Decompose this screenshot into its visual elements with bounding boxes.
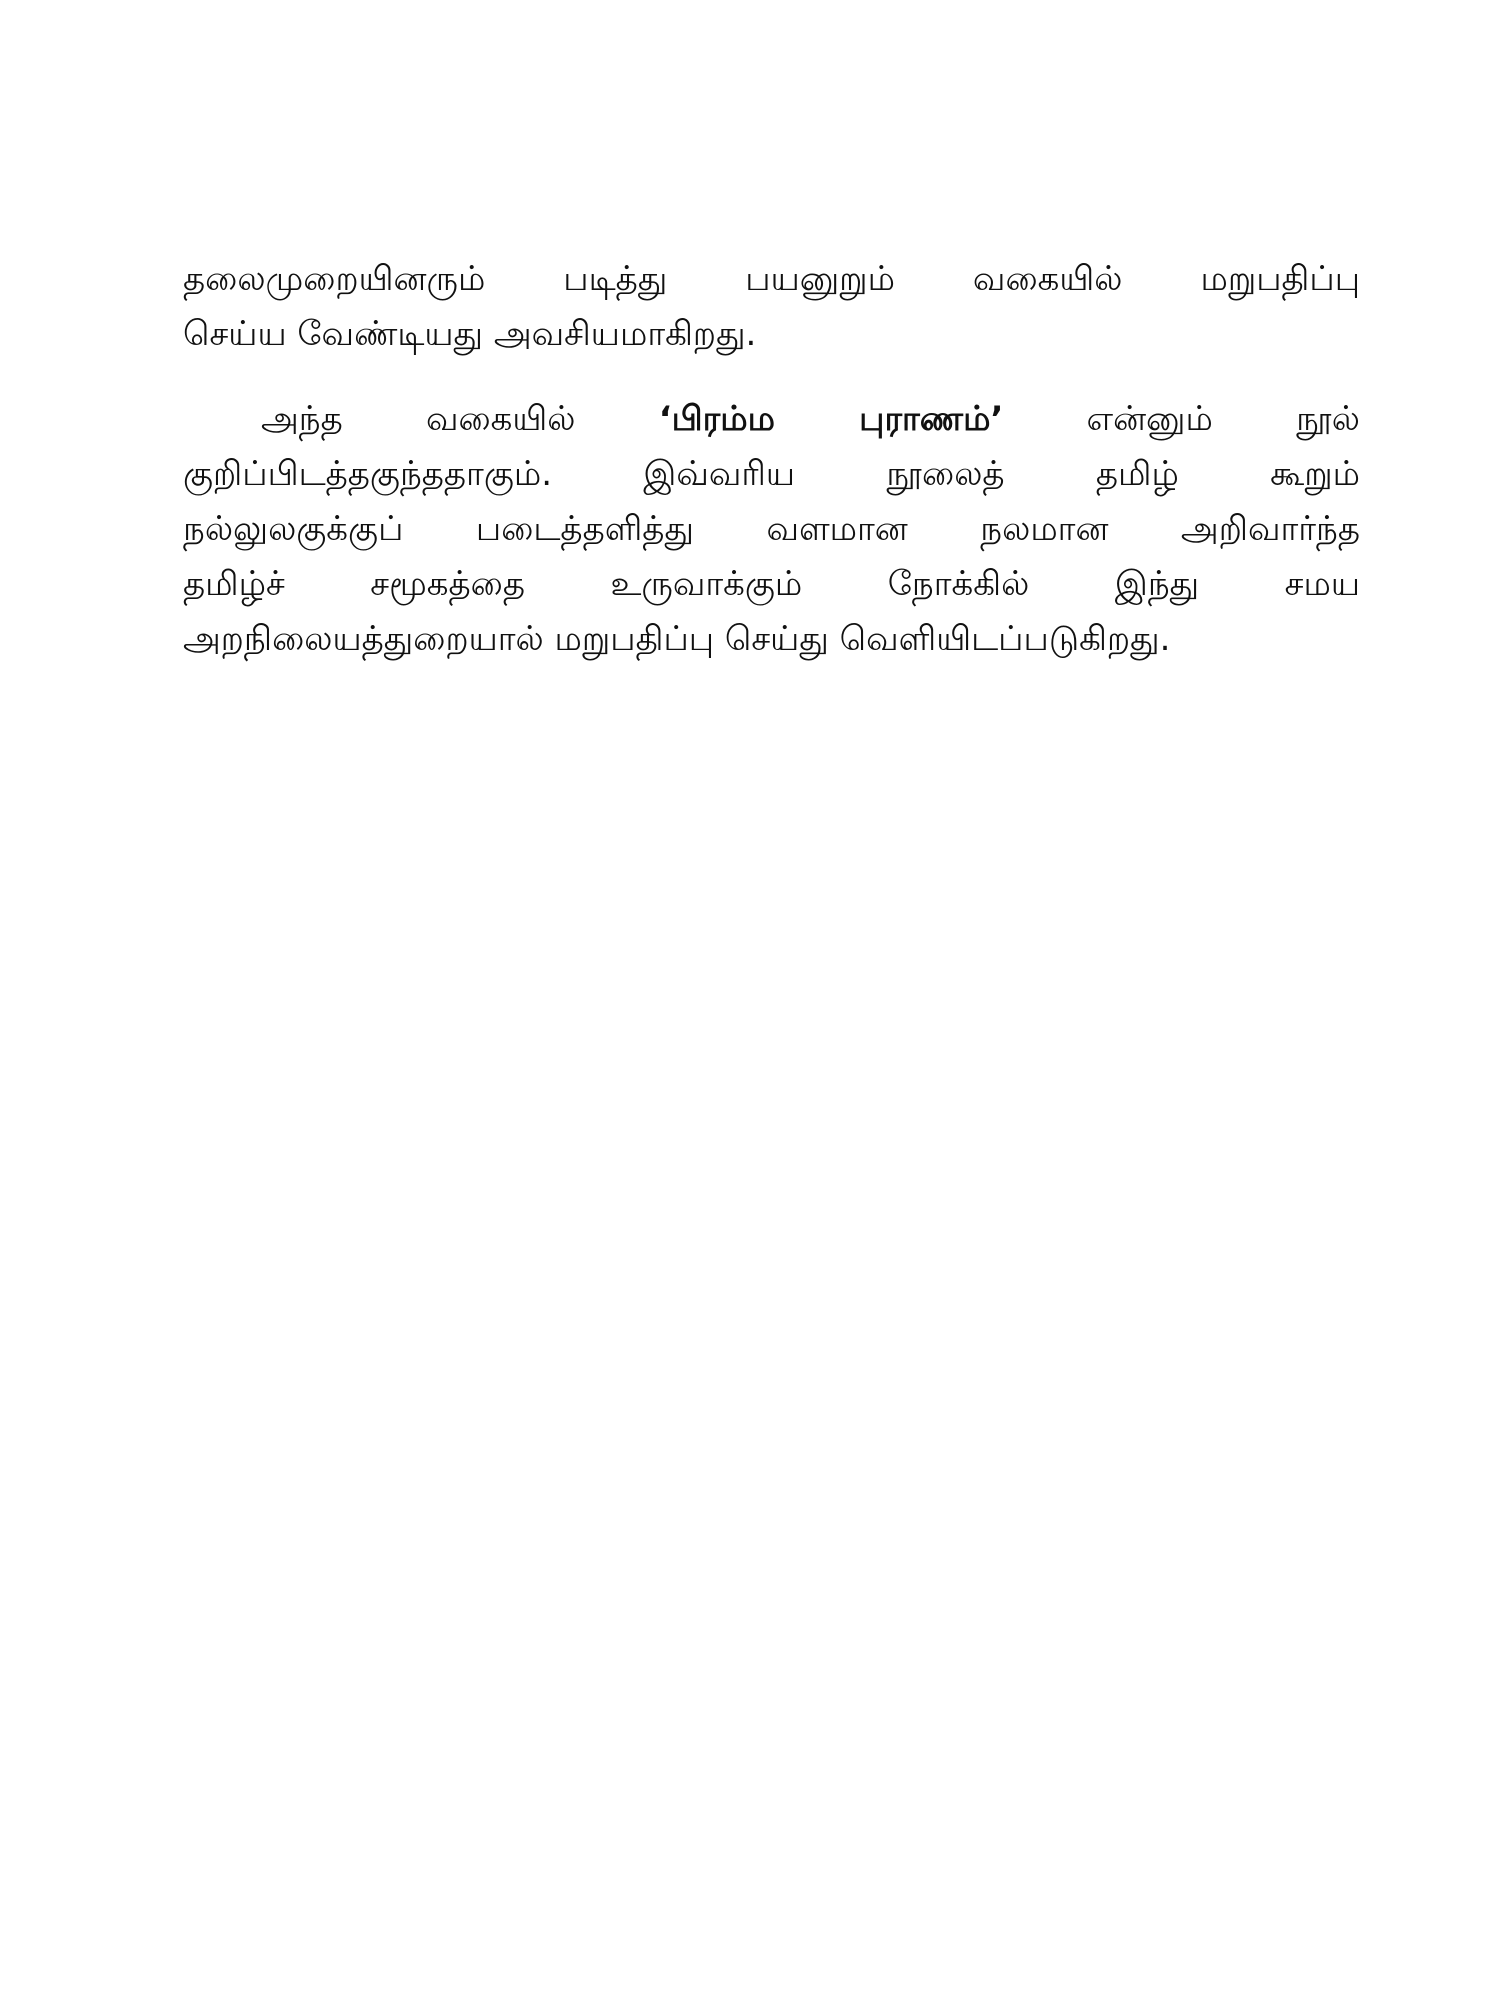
paragraph-2-line-2: குறிப்பிடத்தகுந்ததாகும். இவ்வரிய நூலைத் தமிழ் கூறும் (183, 454, 1360, 494)
paragraph-2-line-4: தமிழ்ச் சமூகத்தை உருவாக்கும் நோக்கில் இந்து சமய (183, 564, 1360, 604)
paragraph-1-line-2: செய்ய வேண்டியது அவசியமாகிறது. (183, 314, 757, 354)
paragraph-2-line-1-after: என்னும் நூல் (1003, 399, 1360, 439)
paragraph-2-line-5: அறநிலையத்துறையால் மறுபதிப்பு செய்து வெளியிடப்படுகிறது. (183, 619, 1171, 659)
paragraph-2 (183, 392, 1360, 667)
paragraph-2-line-3: நல்லுலகுக்குப் படைத்தளித்து வளமான நலமான அறிவார்ந்த (183, 509, 1360, 549)
paragraph-1-line-1: தலைமுறையினரும் படித்து பயனுறும் வகையில் மறுபதிப்பு (183, 259, 1360, 299)
opening-quote: ‘ (658, 399, 672, 439)
paragraph-2-line-1-before: அந்த வகையில் (261, 399, 659, 439)
paragraph-2-line-1 (183, 392, 1360, 447)
paragraph-1 (183, 252, 1360, 362)
body-text (183, 252, 1360, 667)
book-title: பிரம்ம புராணம் (671, 399, 991, 439)
closing-quote: ’ (990, 399, 1004, 439)
